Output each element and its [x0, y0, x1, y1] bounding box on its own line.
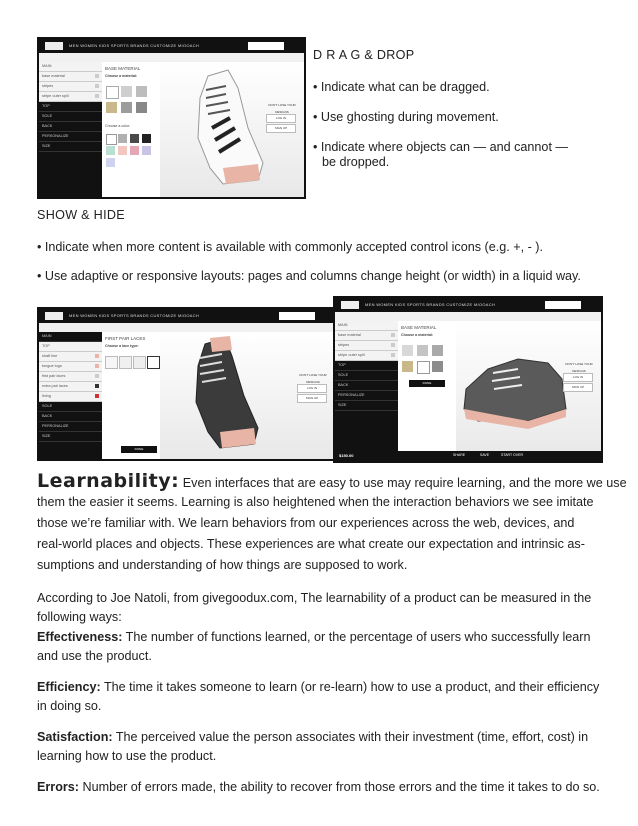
- learnability-text: those we’re familiar with. We learn behaviors from our experiences across the web, devices, and: [37, 516, 575, 530]
- intro-text: following ways:: [37, 610, 122, 624]
- measure-effectiveness-cont: and use the product.: [37, 649, 152, 663]
- color-swatch: [118, 146, 127, 155]
- material-panel: [398, 321, 457, 461]
- save-designs-note: DON'T LOSE YOUR DESIGNS: [299, 373, 327, 384]
- save-designs-note: DON'T LOSE YOUR DESIGNS: [268, 103, 296, 114]
- material-swatch: [121, 102, 132, 113]
- login-button: LOG IN: [266, 114, 296, 123]
- lace-swatch: [133, 356, 146, 369]
- start-over-button: START OVER: [501, 453, 523, 457]
- brand-logo: [45, 42, 63, 50]
- learnability-title: Learnability:: [37, 470, 180, 492]
- brand-logo: [45, 312, 63, 320]
- show-hide-bullet: • Indicate when more content is available with commonly accepted control icons (e.g. +, - ).: [37, 240, 543, 254]
- customizer-screenshot-laces: [37, 307, 337, 461]
- site-nav: MEN WOMEN KIDS SPORTS BRANDS CUSTOMIZE MIOOACH: [69, 43, 200, 48]
- sidebar-item: shaft line: [39, 352, 102, 362]
- price-label: $150.00: [339, 453, 354, 458]
- sidebar-item: MAIN: [335, 321, 398, 331]
- shoe-stage: [160, 332, 335, 459]
- sidebar-item: SIZE: [335, 401, 398, 411]
- drag-drop-bullet: • Indicate where objects can — and cannot —: [313, 140, 569, 154]
- share-button: SHARE: [453, 453, 466, 457]
- done-button: DONE: [121, 446, 157, 453]
- material-swatch: [106, 102, 117, 113]
- learnability-line: [37, 472, 627, 493]
- lace-swatch: [119, 356, 132, 369]
- learnability-text: them the easier it seems. Learning is also heightened when the interaction behaviors we see imitate: [37, 495, 594, 509]
- material-swatch: [136, 86, 147, 97]
- sidebar-item: extra pair laces: [39, 382, 102, 392]
- sidebar-item: tongue logo: [39, 362, 102, 372]
- save-designs-note: DON'T LOSE YOUR DESIGNS: [565, 362, 593, 373]
- measure-efficiency: Efficiency: The time it takes someone to learn (or re-learn) how to use a product, and their efficiency: [37, 680, 600, 694]
- measure-errors: Errors: Number of errors made, the ability to recover from those errors and the time it takes to do so.: [37, 780, 600, 794]
- sneaker-image: [458, 329, 578, 444]
- search-input: [545, 301, 581, 309]
- sidebar-item: TOP: [335, 361, 398, 371]
- learnability-text: Even interfaces that are easy to use may require learning, and the more we use: [182, 476, 627, 490]
- material-swatch: [106, 86, 119, 99]
- save-button: SAVE: [480, 453, 490, 457]
- material-swatch-selected: [417, 361, 430, 374]
- sidebar-item: lining: [39, 392, 102, 402]
- customizer-screenshot-material: [37, 37, 306, 199]
- sidebar-item: BACK: [335, 381, 398, 391]
- bottom-bar: [335, 451, 601, 461]
- intro-text: According to Joe Natoli, from givegoodux.com, The learnability of a product can be measured in the: [37, 591, 592, 605]
- laces-panel: [102, 332, 161, 459]
- done-button: DONE: [409, 380, 445, 387]
- brand-logo: [341, 301, 359, 309]
- material-panel: [102, 62, 161, 197]
- drag-drop-bullet: be dropped.: [322, 155, 390, 169]
- customizer-sidebar: [335, 321, 398, 461]
- customizer-screenshot-base: [333, 296, 603, 463]
- lace-swatch-selected: [147, 356, 160, 369]
- signup-button: SIGN UP: [266, 124, 296, 133]
- search-input: [279, 312, 315, 320]
- sidebar-item: BACK: [39, 412, 102, 422]
- panel-title: FIRST PAIR LACES: [105, 336, 146, 341]
- customizer-sidebar: [39, 62, 102, 197]
- site-nav: MEN WOMEN KIDS SPORTS BRANDS CUSTOMIZE MIOOACH: [365, 302, 496, 307]
- sidebar-item: PERSONALIZE: [39, 132, 102, 142]
- color-swatch: [106, 146, 115, 155]
- learnability-text: real-world places and objects. These experiences are what create our expectation and intrinsic as-: [37, 537, 585, 551]
- sidebar-item: stripes: [39, 82, 102, 92]
- material-swatch: [402, 361, 413, 372]
- learnability-text: sumptions and understanding of how things are supposed to work.: [37, 558, 408, 572]
- sidebar-item: PERSONALIZE: [335, 391, 398, 401]
- site-nav: MEN WOMEN KIDS SPORTS BRANDS CUSTOMIZE MIOOACH: [69, 313, 200, 318]
- show-hide-heading: SHOW & HIDE: [37, 208, 125, 222]
- show-hide-bullet: • Use adaptive or responsive layouts: pages and columns change height (or width) in a liquid way.: [37, 269, 581, 283]
- material-swatch: [402, 345, 413, 356]
- color-swatch: [106, 158, 115, 167]
- sidebar-item: stripe outer spill: [335, 351, 398, 361]
- color-swatch: [142, 134, 151, 143]
- sidebar-item: TOP: [39, 342, 102, 352]
- signup-button: SIGN UP: [563, 383, 593, 392]
- sneaker-image: [170, 336, 280, 456]
- sidebar-item: SIZE: [39, 142, 102, 152]
- sidebar-item: MAIN: [39, 62, 102, 72]
- login-button: LOG IN: [563, 373, 593, 382]
- sidebar-item: SOLE: [39, 112, 102, 122]
- customizer-sidebar: [39, 332, 102, 459]
- lace-swatch: [105, 356, 118, 369]
- material-swatch: [136, 102, 147, 113]
- sidebar-item: stripe outer spill: [39, 92, 102, 102]
- shoe-stage: [160, 62, 304, 197]
- sidebar-item: PERSONALIZE: [39, 422, 102, 432]
- sidebar-item: SIZE: [39, 432, 102, 442]
- measure-satisfaction: Satisfaction: The perceived value the person associates with their investment (time, effort, cost) in: [37, 730, 589, 744]
- panel-title: BASE MATERIAL: [105, 66, 141, 71]
- sidebar-item: BACK: [39, 122, 102, 132]
- material-swatch: [121, 86, 132, 97]
- drag-drop-heading: D R A G & DROP: [313, 48, 415, 62]
- search-input: [248, 42, 284, 50]
- panel-subtitle: Choose a material:: [401, 333, 434, 337]
- sidebar-item: SOLE: [335, 371, 398, 381]
- sidebar-item: SOLE: [39, 402, 102, 412]
- color-swatch: [130, 146, 139, 155]
- color-swatch: [118, 134, 127, 143]
- color-swatch: [106, 134, 117, 145]
- sidebar-item: stripes: [335, 341, 398, 351]
- color-label: Choose a color:: [105, 124, 131, 128]
- panel-subtitle: Choose a lace type:: [105, 344, 139, 348]
- shoe-stage: [456, 321, 601, 461]
- material-swatch: [417, 345, 428, 356]
- sidebar-item: first pair laces: [39, 372, 102, 382]
- login-button: LOG IN: [297, 384, 327, 393]
- panel-title: BASE MATERIAL: [401, 325, 437, 330]
- drag-drop-bullet: • Indicate what can be dragged.: [313, 80, 490, 94]
- material-swatch: [432, 361, 443, 372]
- drag-drop-bullet: • Use ghosting during movement.: [313, 110, 499, 124]
- sidebar-item: base material: [335, 331, 398, 341]
- measure-satisfaction-cont: learning how to use the product.: [37, 749, 217, 763]
- sidebar-item: base material: [39, 72, 102, 82]
- material-swatch: [432, 345, 443, 356]
- signup-button: SIGN UP: [297, 394, 327, 403]
- sidebar-item: MAIN: [39, 332, 102, 342]
- panel-subtitle: Choose a material:: [105, 74, 138, 78]
- color-swatch: [142, 146, 151, 155]
- measure-efficiency-cont: in doing so.: [37, 699, 102, 713]
- color-swatch: [130, 134, 139, 143]
- sidebar-item: TOP: [39, 102, 102, 112]
- measure-effectiveness: Effectiveness: The number of functions learned, or the percentage of users who successfully learn: [37, 630, 591, 644]
